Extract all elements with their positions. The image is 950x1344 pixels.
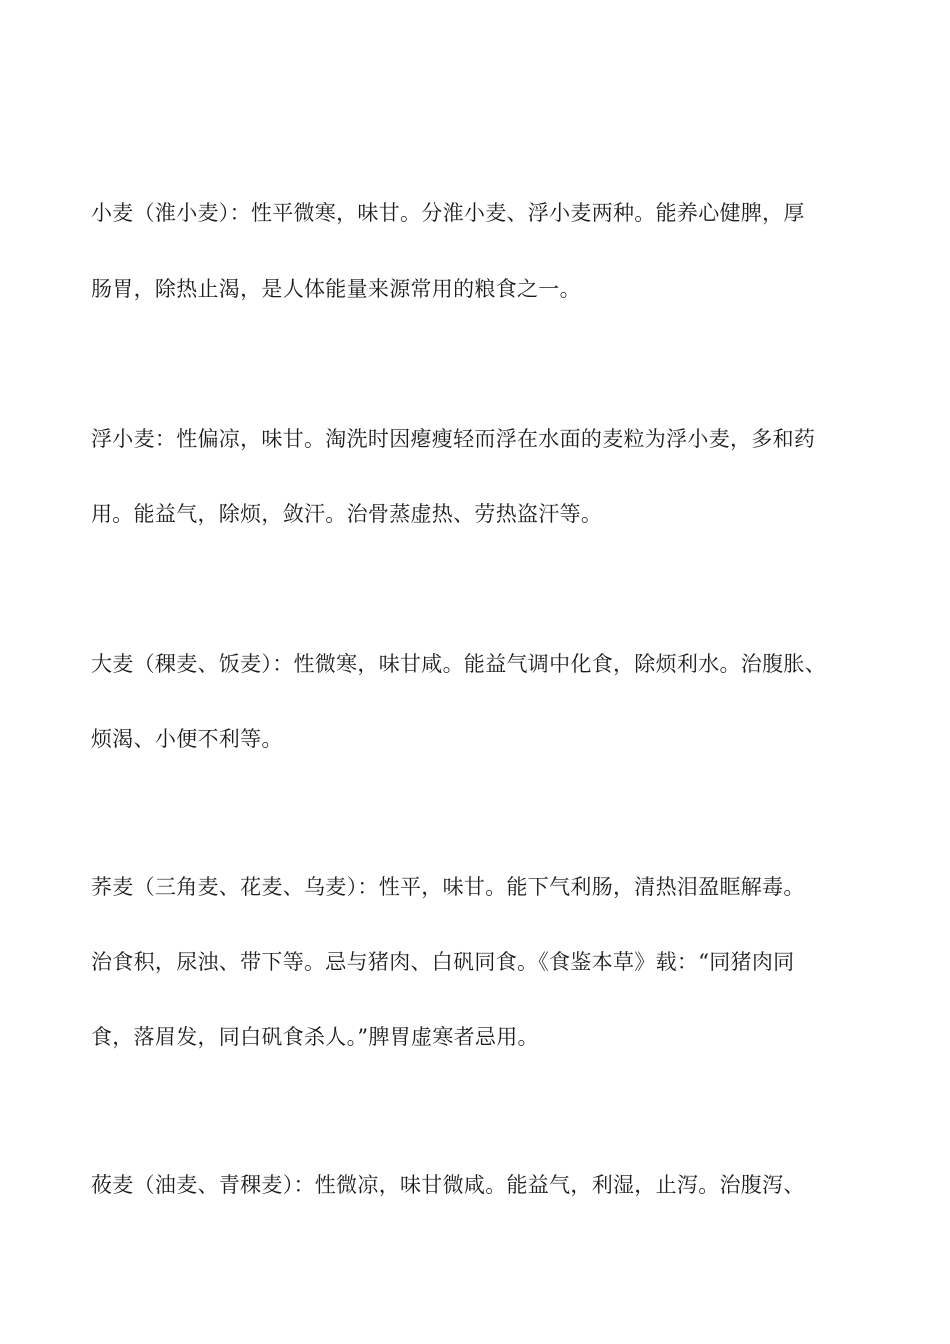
- paragraph-buckwheat-line-2: 治食积，尿浊、带下等。忌与猪肉、白矾同食。《食鉴本草》载：“同猪肉同: [91, 950, 795, 974]
- paragraph-wheat-line-2: 肠胃，除热止渴，是人体能量来源常用的粮食之一。: [91, 277, 581, 301]
- paragraph-barley-line-1: 大麦（稞麦、饭麦）：性微寒，味甘咸。能益气调中化食，除烦利水。治腹胀、: [91, 652, 826, 676]
- paragraph-buckwheat-line-1: 荞麦（三角麦、花麦、乌麦）：性平，味甘。能下气利肠，清热泪盈眶解毒。: [91, 875, 805, 899]
- paragraph-floating-wheat-line-2: 用。能益气，除烦，敛汗。治骨蒸虚热、劳热盗汗等。: [91, 502, 603, 526]
- paragraph-wheat-line-1: 小麦（淮小麦）：性平微寒，味甘。分淮小麦、浮小麦两种。能养心健脾，厚: [91, 201, 805, 225]
- paragraph-barley-line-2: 烦渴、小便不利等。: [91, 727, 283, 751]
- paragraph-floating-wheat-line-1: 浮小麦：性偏凉，味甘。淘洗时因瘪瘦轻而浮在水面的麦粒为浮小麦，多和药: [91, 427, 816, 451]
- paragraph-oat-line-1: 莜麦（油麦、青稞麦）：性微凉，味甘微咸。能益气，利湿，止泻。治腹泻、: [91, 1173, 805, 1197]
- paragraph-buckwheat-line-3: 食，落眉发，同白矾食杀人。”脾胃虚寒者忌用。: [91, 1025, 539, 1049]
